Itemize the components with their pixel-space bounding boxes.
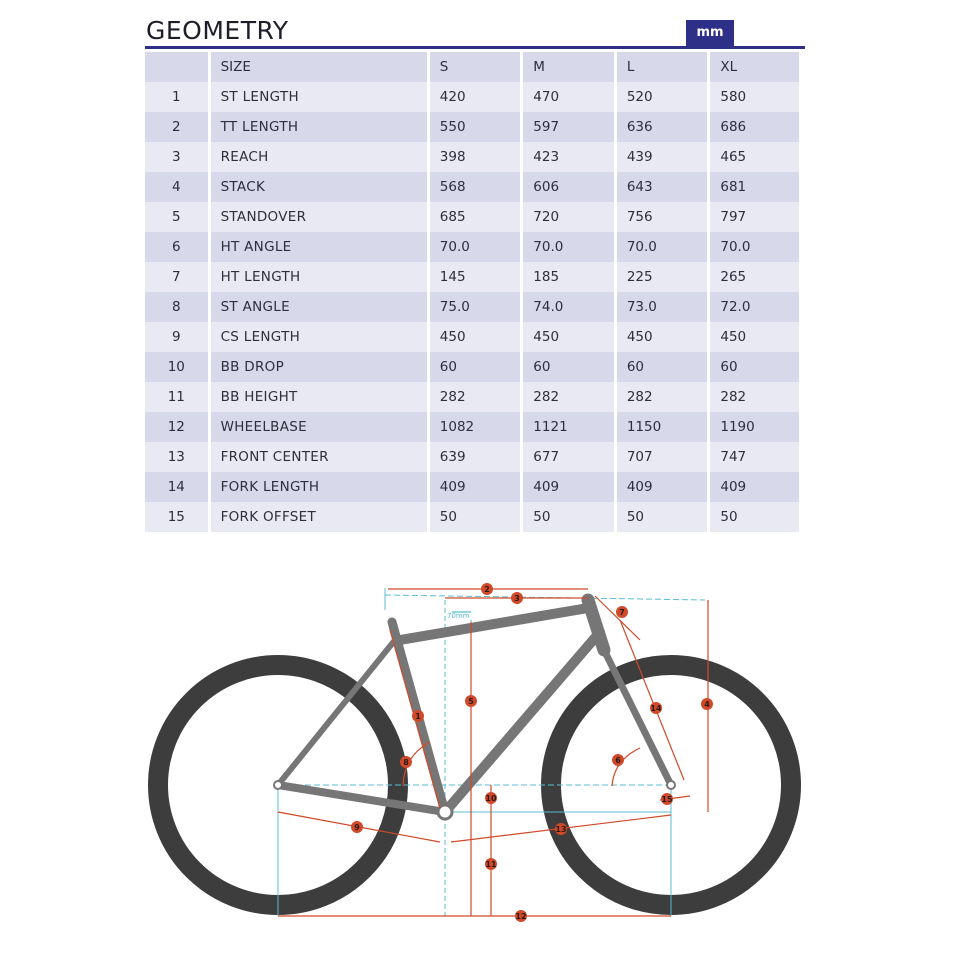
column-header: XL (710, 52, 799, 82)
marker-number: 10 (485, 794, 497, 803)
measurement-name: WHEELBASE (211, 412, 427, 442)
measurement-name: TT LENGTH (211, 112, 427, 142)
row-number: 6 (145, 232, 208, 262)
column-header: M (523, 52, 614, 82)
dimension-marker (661, 793, 673, 805)
measurement-value: 74.0 (523, 292, 614, 322)
measurement-value: 520 (617, 82, 708, 112)
row-number: 2 (145, 112, 208, 142)
marker-number: 2 (484, 585, 490, 594)
dimension-marker (555, 823, 567, 835)
row-number: 4 (145, 172, 208, 202)
measurement-value: 282 (430, 382, 521, 412)
marker-number: 8 (403, 758, 409, 767)
measurement-name: BB HEIGHT (211, 382, 427, 412)
measurement-value: 60 (523, 352, 614, 382)
measurement-name: ST LENGTH (211, 82, 427, 112)
marker-number: 3 (514, 594, 520, 603)
row-number: 14 (145, 472, 208, 502)
measurement-value: 50 (617, 502, 708, 532)
measurement-value: 643 (617, 172, 708, 202)
measurement-value: 720 (523, 202, 614, 232)
unit-badge: mm (686, 20, 734, 46)
measurement-name: FRONT CENTER (211, 442, 427, 472)
measurement-value: 470 (523, 82, 614, 112)
bike-frame (278, 600, 671, 812)
measurement-value: 756 (617, 202, 708, 232)
measurement-value: 597 (523, 112, 614, 142)
column-header: S (430, 52, 521, 82)
measurement-name: HT LENGTH (211, 262, 427, 292)
chain-stay (278, 785, 445, 812)
dimension-marker (612, 754, 624, 766)
measurement-value: 450 (617, 322, 708, 352)
measurement-value: 707 (617, 442, 708, 472)
measurement-name: STANDOVER (211, 202, 427, 232)
dimension-marker (650, 702, 662, 714)
dimension-marker (465, 695, 477, 707)
marker-number: 5 (468, 697, 474, 706)
dimension-marker (412, 710, 424, 722)
measurement-value: 145 (430, 262, 521, 292)
dimension-marker (701, 698, 713, 710)
row-number: 10 (145, 352, 208, 382)
measurement-value: 568 (430, 172, 521, 202)
measurement-value: 282 (710, 382, 799, 412)
offset-label: 70mm (447, 612, 470, 620)
measurement-value: 639 (430, 442, 521, 472)
rear-axle (274, 781, 282, 789)
row-number: 3 (145, 142, 208, 172)
row-number: 7 (145, 262, 208, 292)
measurement-value: 398 (430, 142, 521, 172)
measurement-value: 70.0 (430, 232, 521, 262)
measurement-value: 423 (523, 142, 614, 172)
measurement-value: 1121 (523, 412, 614, 442)
row-number: 8 (145, 292, 208, 322)
measurement-value: 409 (710, 472, 799, 502)
marker-number: 14 (650, 704, 662, 713)
dimension-marker (481, 583, 493, 595)
measurement-value: 185 (523, 262, 614, 292)
measurement-value: 265 (710, 262, 799, 292)
measurement-name: REACH (211, 142, 427, 172)
marker-number: 15 (661, 795, 673, 804)
measurement-value: 686 (710, 112, 799, 142)
measurement-value: 282 (523, 382, 614, 412)
marker-number: 1 (415, 712, 421, 721)
measurement-value: 450 (710, 322, 799, 352)
measurement-value: 685 (430, 202, 521, 232)
dimension-marker (485, 858, 497, 870)
measurement-value: 50 (430, 502, 521, 532)
measurement-value: 1190 (710, 412, 799, 442)
measurement-name: CS LENGTH (211, 322, 427, 352)
row-number: 13 (145, 442, 208, 472)
measurement-value: 1082 (430, 412, 521, 442)
top-tube (400, 608, 588, 640)
dimension-marker (400, 756, 412, 768)
measurement-value: 409 (523, 472, 614, 502)
measurement-value: 282 (617, 382, 708, 412)
dimension-marker (351, 821, 363, 833)
measurement-value: 450 (430, 322, 521, 352)
measurement-name: FORK OFFSET (211, 502, 427, 532)
measurement-value: 681 (710, 172, 799, 202)
measurement-value: 60 (430, 352, 521, 382)
measurement-value: 409 (617, 472, 708, 502)
measurement-value: 70.0 (523, 232, 614, 262)
measurement-value: 439 (617, 142, 708, 172)
dimension-marker (515, 910, 527, 922)
measurement-value: 73.0 (617, 292, 708, 322)
measurement-value: 580 (710, 82, 799, 112)
measurement-value: 60 (617, 352, 708, 382)
marker-number: 11 (485, 860, 497, 869)
measurement-value: 747 (710, 442, 799, 472)
dimension-marker (511, 592, 523, 604)
row-number: 5 (145, 202, 208, 232)
measurement-name: BB DROP (211, 352, 427, 382)
measurement-name: FORK LENGTH (211, 472, 427, 502)
measurement-name: HT ANGLE (211, 232, 427, 262)
measurement-value: 225 (617, 262, 708, 292)
measurement-value: 636 (617, 112, 708, 142)
measurement-value: 60 (710, 352, 799, 382)
measurement-value: 450 (523, 322, 614, 352)
measurement-value: 465 (710, 142, 799, 172)
dimension-marker (616, 606, 628, 618)
measurement-value: 1150 (617, 412, 708, 442)
measurement-value: 797 (710, 202, 799, 232)
measurement-value: 420 (430, 82, 521, 112)
measurement-name: ST ANGLE (211, 292, 427, 322)
column-header: SIZE (211, 52, 427, 82)
measurement-value: 75.0 (430, 292, 521, 322)
measurement-value: 550 (430, 112, 521, 142)
front-axle (667, 781, 675, 789)
row-number: 9 (145, 322, 208, 352)
row-number: 12 (145, 412, 208, 442)
row-number: 1 (145, 82, 208, 112)
measurement-value: 606 (523, 172, 614, 202)
marker-number: 12 (515, 912, 527, 921)
marker-number: 4 (704, 700, 710, 709)
marker-number: 7 (619, 608, 625, 617)
row-number: 15 (145, 502, 208, 532)
measurement-value: 70.0 (617, 232, 708, 262)
row-number: 11 (145, 382, 208, 412)
page-title: GEOMETRY (146, 16, 289, 45)
measurement-value: 677 (523, 442, 614, 472)
measurement-value: 72.0 (710, 292, 799, 322)
column-header: L (617, 52, 708, 82)
measurement-value: 409 (430, 472, 521, 502)
marker-number: 6 (615, 756, 621, 765)
dimension-marker (485, 792, 497, 804)
marker-number: 13 (555, 825, 567, 834)
measurement-value: 50 (710, 502, 799, 532)
marker-number: 9 (354, 823, 360, 832)
measurement-name: STACK (211, 172, 427, 202)
measurement-value: 70.0 (710, 232, 799, 262)
measurement-value: 50 (523, 502, 614, 532)
